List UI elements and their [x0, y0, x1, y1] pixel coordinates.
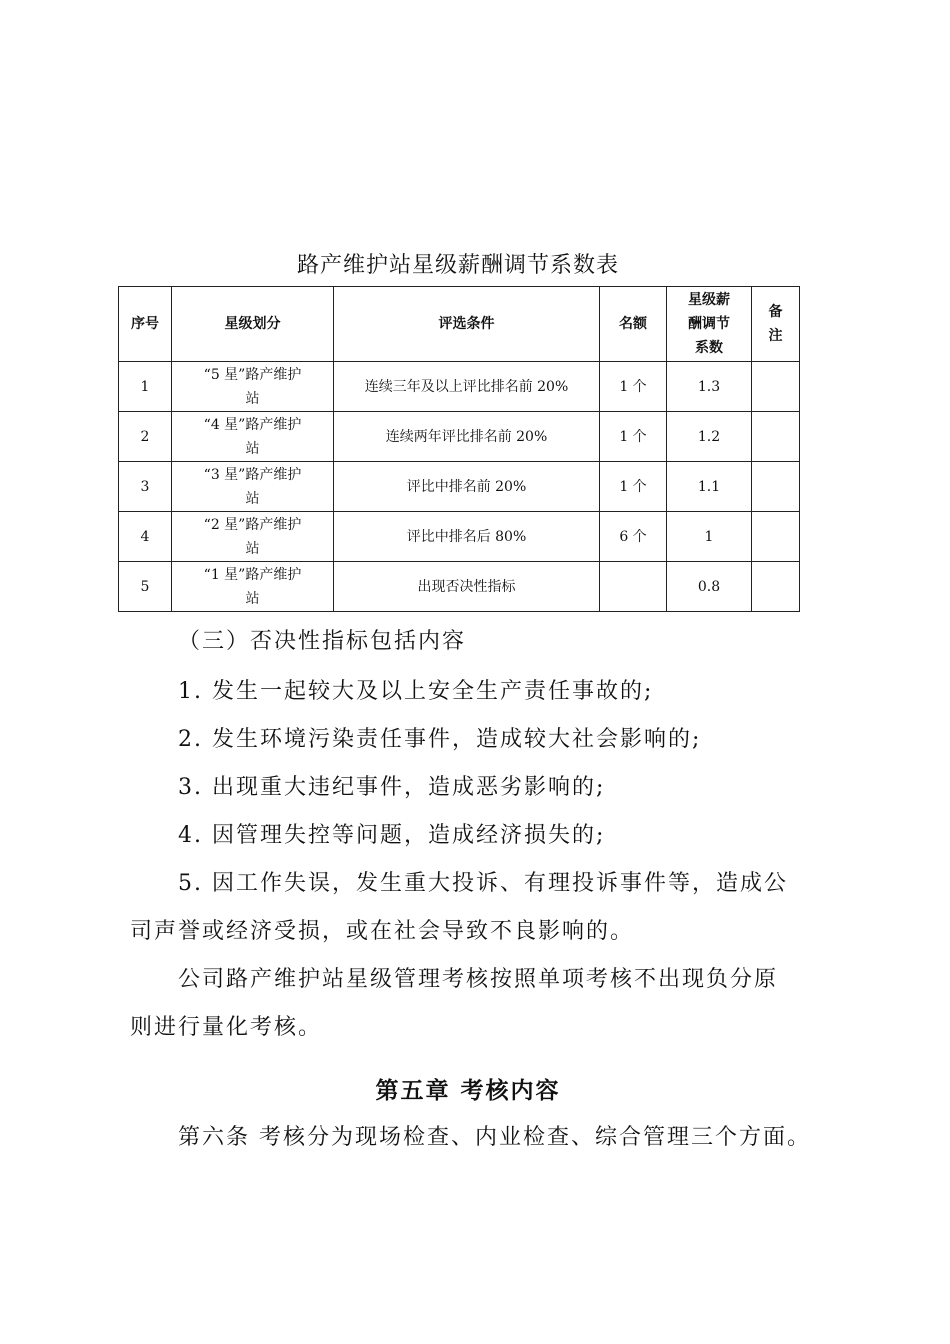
cell-coefficient: 1.2 — [667, 412, 752, 462]
article-six-text: 第六条 考核分为现场检查、内业检查、综合管理三个方面。 — [178, 1125, 811, 1150]
cell-no: 4 — [119, 512, 172, 562]
header-coefficient-line2: 酬调节 — [688, 316, 730, 332]
cell-no: 2 — [119, 412, 172, 462]
cell-star — [172, 562, 334, 612]
cell-star-line1: “1 星”路产维护 — [203, 566, 302, 583]
header-note — [752, 287, 800, 362]
table-row — [119, 562, 800, 612]
header-note-line1: 备 — [768, 304, 783, 320]
veto-item-1: 1. 发生一起较大及以上安全生产责任事故的; — [178, 679, 654, 704]
cell-star-line1: “4 星”路产维护 — [203, 416, 302, 433]
cell-quota: 6 个 — [600, 512, 667, 562]
cell-star-line2: 站 — [245, 390, 260, 407]
cell-quota: 1 个 — [600, 412, 667, 462]
cell-coefficient: 1.1 — [667, 462, 752, 512]
article-six — [130, 1114, 830, 1162]
header-coefficient — [667, 287, 752, 362]
veto-item-5-line1: 5. 因工作失误，发生重大投诉、有理投诉事件等，造成公 — [178, 871, 788, 896]
header-quota: 名额 — [600, 287, 667, 362]
cell-star-line2: 站 — [245, 540, 260, 557]
chapter-heading: 第五章 考核内容 — [375, 1077, 561, 1104]
cell-no: 5 — [119, 562, 172, 612]
cell-coefficient: 1 — [667, 512, 752, 562]
cell-note — [752, 562, 800, 612]
rule-line1: 公司路产维护站星级管理考核按照单项考核不出现负分原 — [178, 967, 779, 992]
veto-item-4: 4. 因管理失控等问题，造成经济损失的; — [178, 823, 606, 848]
cell-condition: 连续三年及以上评比排名前 20% — [334, 362, 600, 412]
cell-star-line2: 站 — [245, 490, 260, 507]
cell-no: 3 — [119, 462, 172, 512]
header-condition: 评选条件 — [334, 287, 600, 362]
cell-star — [172, 512, 334, 562]
rule-line2: 则进行量化考核。 — [130, 1015, 323, 1040]
cell-star — [172, 462, 334, 512]
section-title — [130, 618, 830, 666]
table-row — [119, 362, 800, 412]
veto-list — [130, 668, 830, 1052]
table-row — [119, 462, 800, 512]
cell-coefficient: 1.3 — [667, 362, 752, 412]
cell-star-line2: 站 — [245, 440, 260, 457]
cell-condition: 评比中排名前 20% — [334, 462, 600, 512]
table-title: 路产维护站星级薪酬调节系数表 — [296, 253, 619, 278]
cell-star-line1: “3 星”路产维护 — [203, 466, 302, 483]
cell-star — [172, 412, 334, 462]
header-coefficient-line1: 星级薪 — [688, 292, 730, 308]
cell-quota — [600, 562, 667, 612]
cell-condition: 出现否决性指标 — [334, 562, 600, 612]
cell-note — [752, 512, 800, 562]
veto-item-2: 2. 发生环境污染责任事件，造成较大社会影响的; — [178, 727, 702, 752]
salary-coefficient-table — [118, 286, 800, 612]
table-row — [119, 412, 800, 462]
cell-coefficient: 0.8 — [667, 562, 752, 612]
cell-star-line1: “5 星”路产维护 — [203, 366, 302, 383]
table-header-row — [119, 287, 800, 362]
veto-item-3: 3. 出现重大违纪事件，造成恶劣影响的; — [178, 775, 606, 800]
cell-quota: 1 个 — [600, 462, 667, 512]
cell-quota: 1 个 — [600, 362, 667, 412]
cell-note — [752, 462, 800, 512]
veto-item-5-line2: 司声誉或经济受损，或在社会导致不良影响的。 — [130, 919, 635, 944]
header-coefficient-line3: 系数 — [695, 340, 723, 356]
cell-condition: 连续两年评比排名前 20% — [334, 412, 600, 462]
cell-condition: 评比中排名后 80% — [334, 512, 600, 562]
cell-star-line2: 站 — [245, 590, 260, 607]
cell-note — [752, 412, 800, 462]
cell-star — [172, 362, 334, 412]
cell-note — [752, 362, 800, 412]
header-note-line2: 注 — [768, 328, 783, 344]
table-row — [119, 512, 800, 562]
cell-no: 1 — [119, 362, 172, 412]
section-title-text: （三）否决性指标包括内容 — [178, 629, 467, 654]
cell-star-line1: “2 星”路产维护 — [203, 516, 302, 533]
header-star: 星级划分 — [172, 287, 334, 362]
header-no: 序号 — [119, 287, 172, 362]
